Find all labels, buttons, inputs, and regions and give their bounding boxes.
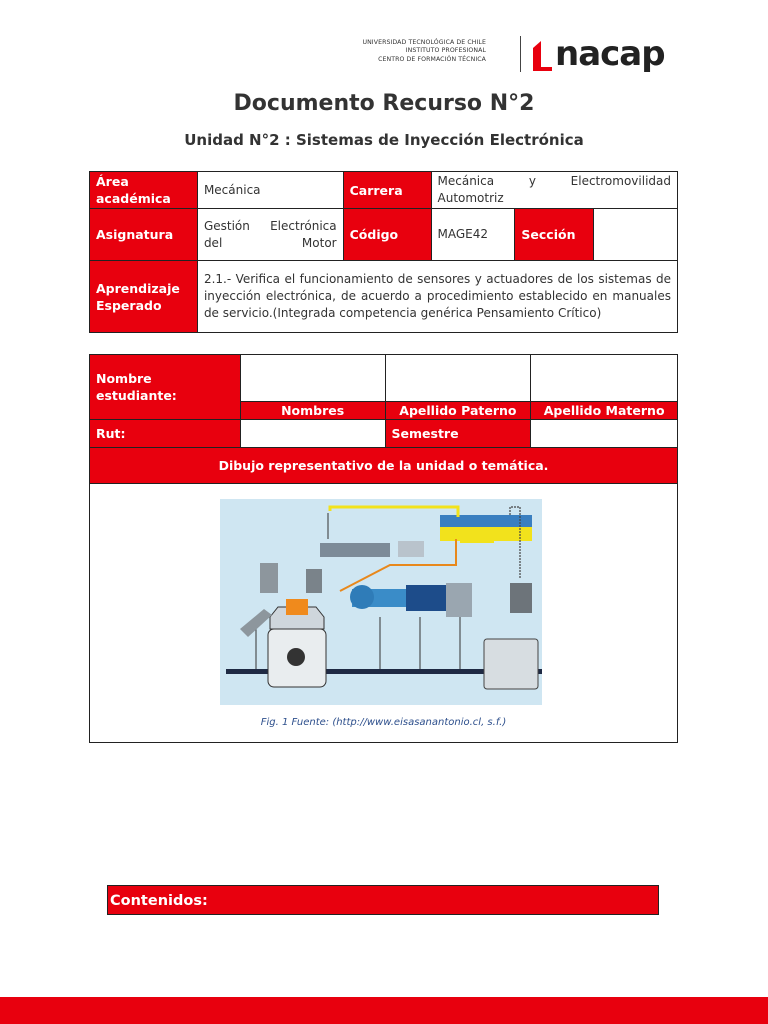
apellido-paterno-header: Apellido Paterno <box>385 402 531 420</box>
inacap-logo <box>362 34 672 80</box>
figure-caption: Fig. 1 Fuente: (http://www.eisasanantonio.cl, s.f.) <box>260 717 507 728</box>
semestre-label: Semestre <box>385 420 531 448</box>
course-info-table <box>89 171 678 333</box>
document-title: Documento Recurso N°2 <box>233 91 535 116</box>
seccion-value <box>594 209 678 261</box>
dibujo-header: Dibujo representativo de la unidad o temática. <box>90 448 678 484</box>
institution-line: CENTRO DE FORMACIÓN TÉCNICA <box>378 55 486 63</box>
aprendizaje-label: Aprendizaje Esperado <box>90 261 198 333</box>
logo-divider <box>520 36 521 72</box>
area-value: Mecánica <box>197 172 343 209</box>
contenidos-header: Contenidos: <box>107 885 659 915</box>
institution-line: INSTITUTO PROFESIONAL <box>405 47 486 55</box>
semestre-input[interactable] <box>531 420 678 448</box>
institution-line: UNIVERSIDAD TECNOLÓGICA DE CHILE <box>362 39 486 46</box>
aprendizaje-value: 2.1.- Verifica el funcionamiento de sensores y actuadores de los sistemas de inyección electrónica, de acuerdo a procedimiento establecido en manuales de servicio.(Integrada competencia genérica Pensamiento Crítico) <box>197 261 677 333</box>
carrera-label: Carrera <box>343 172 431 209</box>
document-subtitle: Unidad N°2 : Sistemas de Inyección Electrónica <box>184 131 584 149</box>
institution-text <box>362 39 486 64</box>
apellido-materno-input[interactable] <box>531 355 678 402</box>
footer-bar <box>0 997 768 1024</box>
inacap-mark-icon <box>532 39 552 71</box>
area-label: Área académica <box>90 172 198 209</box>
brand-wordmark: nacap <box>555 34 665 74</box>
rut-input[interactable] <box>240 420 385 448</box>
seccion-label: Sección <box>515 209 594 261</box>
figure-cell <box>90 484 678 743</box>
student-info-table <box>89 354 678 743</box>
injection-system-diagram <box>220 499 542 705</box>
carrera-value: Mecánica y Electromovilidad Automotriz <box>431 172 678 209</box>
nombre-estudiante-label: Nombre estudiante: <box>90 355 241 420</box>
apellido-materno-header: Apellido Materno <box>531 402 678 420</box>
nombres-header: Nombres <box>240 402 385 420</box>
apellido-paterno-input[interactable] <box>385 355 531 402</box>
asignatura-label: Asignatura <box>90 209 198 261</box>
codigo-label: Código <box>343 209 431 261</box>
rut-label: Rut: <box>90 420 241 448</box>
nombres-input[interactable] <box>240 355 385 402</box>
codigo-value: MAGE42 <box>431 209 515 261</box>
asignatura-value: Gestión Electrónica del Motor <box>197 209 343 261</box>
